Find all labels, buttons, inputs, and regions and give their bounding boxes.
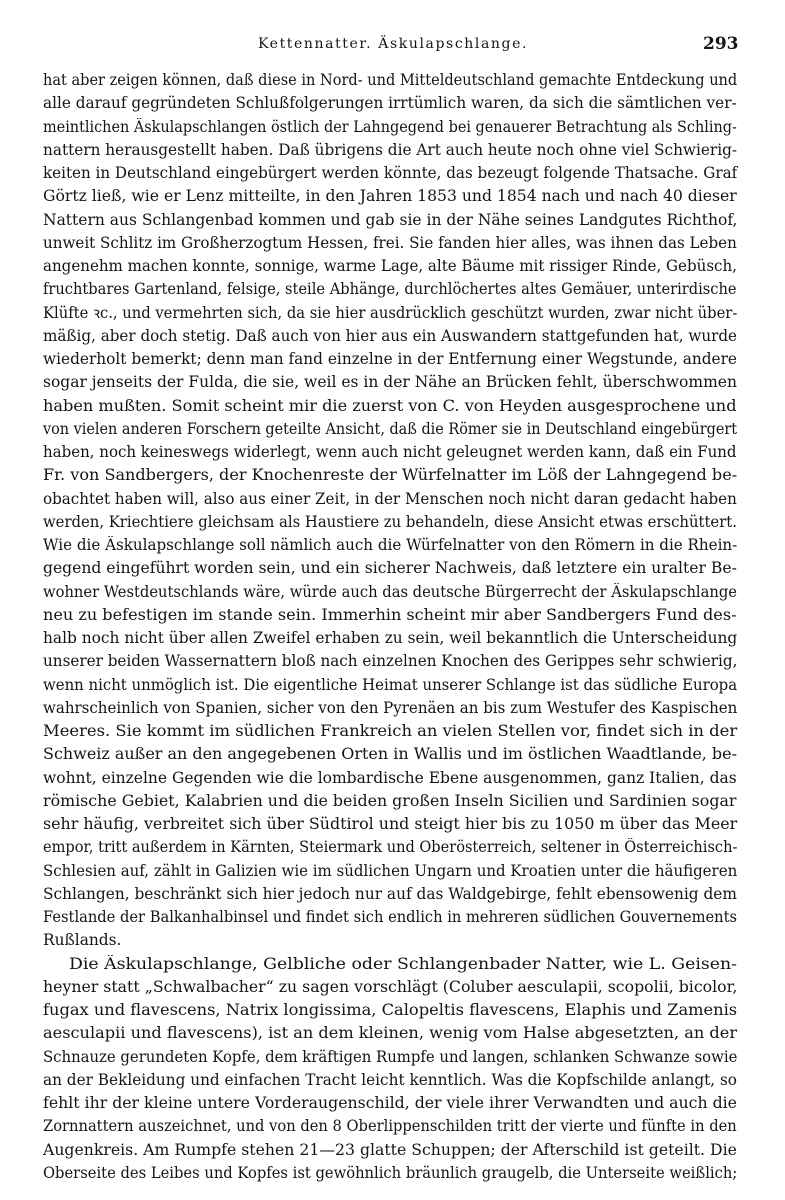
text-line: gegend eingeführt worden sein, und ein sicherer Nachweis, daß letztere ein uralter Be- xyxy=(43,559,737,578)
text-line: wenn nicht unmöglich ist. Die eigentliche Heimat unserer Schlange ist das südliche Europa xyxy=(43,675,738,694)
text-line: wahrscheinlich von Spanien, sicher von den Pyrenäen an bis zum Westufer des Kaspischen xyxy=(43,698,738,717)
text-line: wiederholt bemerkt; denn man fand einzelne in der Entfernung einer Wegstunde, andere xyxy=(43,350,737,368)
text-line: unweit Schlitz im Großherzogtum Hessen, frei. Sie fanden hier alles, was ihnen das Leben xyxy=(43,233,737,252)
text-line: Klüfte ꝛc., und vermehrten sich, da sie hier ausdrücklich geschützt wurden, zwar nicht über- xyxy=(43,303,738,322)
text-line: wohner Westdeutschlands wäre, würde auch das deutsche Bürgerrecht der Äskulapschlange xyxy=(43,582,737,601)
text-line: neu zu befestigen im stande sein. Immerhin scheint mir aber Sandbergers Fund des- xyxy=(43,605,737,624)
running-title: Kettennatter. Äskulapschlange. xyxy=(258,36,529,52)
text-line: meintlichen Äskulapschlangen östlich der Lahngegend bei genauerer Betrachtung als Schling- xyxy=(43,117,737,136)
text-line: von vielen anderen Forschern geteilte Ansicht, daß die Römer sie in Deutschland eingebürgert xyxy=(43,419,738,438)
text-line: angenehm machen konnte, sonnige, warme Lage, alte Bäume mit rissiger Rinde, Gebüsch, xyxy=(43,257,737,275)
text-line: aesculapii und flavescens), ist an dem kleinen, wenig vom Halse abgesetzten, an der xyxy=(43,1024,738,1043)
text-line: Die Äskulapschlange, Gelbliche oder Schlangenbader Natter, wie L. Geisen- xyxy=(69,954,738,973)
text-line: obachtet haben will, also aus einer Zeit, in der Menschen noch nicht daran gedacht haben xyxy=(43,489,737,508)
text-line: an der Bekleidung und einfachen Tracht leicht kenntlich. Was die Kopfschilde anlangt, so xyxy=(43,1070,738,1089)
text-line: Augenkreis. Am Rumpfe stehen 21—23 glatte Schuppen; der Afterschild ist geteilt. Die xyxy=(43,1140,737,1159)
text-line: Schnauze gerundeten Kopfe, dem kräftigen Rumpfe und langen, schlanken Schwanze sowie xyxy=(43,1047,738,1066)
text-line: Oberseite des Leibes und Kopfes ist gewöhnlich bräunlich graugelb, die Unterseite weißlich; xyxy=(43,1163,738,1182)
text-line: halb noch nicht über allen Zweifel erhaben zu sein, weil bekanntlich die Unterscheidung xyxy=(43,629,738,647)
text-line: Wie die Äskulapschlange soll nämlich auch die Würfelnatter von den Römern in die Rhein- xyxy=(43,536,738,554)
text-line: unserer beiden Wassernattern bloß nach einzelnen Knochen des Gerippes sehr schwierig, xyxy=(43,652,738,671)
text-line: hat aber zeigen können, daß diese in Nord- und Mitteldeutschland gemachte Entdeckung und xyxy=(43,71,738,89)
text-line: wohnt, einzelne Gegenden wie die lombardische Ebene ausgenommen, ganz Italien, das xyxy=(43,768,737,787)
text-line: haben, noch keineswegs widerlegt, wenn auch nicht geleugnet werden kann, daß ein Fund xyxy=(43,443,737,461)
page-header xyxy=(0,36,785,60)
text-line: sogar jenseits der Fulda, die sie, weil es in der Nähe an Brücken fehlt, überschwommen xyxy=(43,373,737,392)
text-line: fugax und flavescens, Natrix longissima, Calopeltis flavescens, Elaphis und Zamenis xyxy=(43,1001,738,1019)
text-line: heyner statt „Schwalbacher“ zu sagen vorschlägt (Coluber aesculapii, scopolii, bicolor, xyxy=(43,977,738,996)
text-line: Schlesien auf, zählt in Galizien wie im südlichen Ungarn und Kroatien unter die häufigeren xyxy=(43,861,738,880)
text-line: empor, tritt außerdem in Kärnten, Steiermark und Oberösterreich, seltener in Österreichisch- xyxy=(43,838,738,857)
text-line: Görtz ließ, wie er Lenz mitteilte, in den Jahren 1853 und 1854 nach und nach 40 dieser xyxy=(43,187,737,206)
text-line: fehlt ihr der kleine untere Vorderaugenschild, der viele ihrer Verwandten und auch die xyxy=(43,1094,737,1112)
text-line: sehr häufig, verbreitet sich über Südtirol und steigt hier bis zu 1050 m über das Meer xyxy=(43,815,738,833)
text-line: Schlangen, beschränkt sich hier jedoch nur auf das Waldgebirge, fehlt ebensowenig dem xyxy=(43,884,737,903)
text-line: Meeres. Sie kommt im südlichen Frankreich an vielen Stellen vor, findet sich in der xyxy=(43,722,738,740)
text-line: Fr. von Sandbergers, der Knochenreste der Würfelnatter im Löß der Lahngegend be- xyxy=(43,466,738,485)
text-line: keiten in Deutschland eingebürgert werden könnte, das bezeugt folgende Thatsache. Graf xyxy=(43,164,738,182)
page-number: 293 xyxy=(703,34,739,54)
text-line: fruchtbares Gartenland, felsige, steile Abhänge, durchlöchertes altes Gemäuer, unterirdische xyxy=(43,280,737,299)
text-line: Zornnattern auszeichnet, und von den 8 Oberlippenschilden tritt der vierte und fünfte in den xyxy=(43,1117,737,1136)
text-line: Nattern aus Schlangenbad kommen und gab sie in der Nähe seines Landgutes Richthof, xyxy=(43,210,738,229)
text-line: römische Gebiet, Kalabrien und die beiden großen Inseln Sicilien und Sardinien sogar xyxy=(43,791,737,810)
text-line: Festlande der Balkanhalbinsel und findet sich endlich in mehreren südlichen Gouvernements xyxy=(43,908,738,926)
text-line: Rußlands. xyxy=(43,931,122,950)
text-line: nattern herausgestellt haben. Daß übrigens die Art auch heute noch ohne viel Schwierig- xyxy=(43,140,738,159)
text-line: Schweiz außer an den angegebenen Orten in Wallis und im östlichen Waadtlande, be- xyxy=(43,745,737,764)
text-line: werden, Kriechtiere gleichsam als Haustiere zu behandeln, diese Ansicht etwas erschüttert. xyxy=(43,512,737,531)
text-line: haben mußten. Somit scheint mir die zuerst von C. von Heyden ausgesprochene und xyxy=(43,396,737,415)
text-line: alle darauf gegründeten Schlußfolgerungen irrtümlich waren, da sich die sämtlichen ver- xyxy=(43,94,737,113)
text-line: mäßig, aber doch stetig. Daß auch von hier aus ein Auswandern stattgefunden hat, wurde xyxy=(43,326,738,345)
